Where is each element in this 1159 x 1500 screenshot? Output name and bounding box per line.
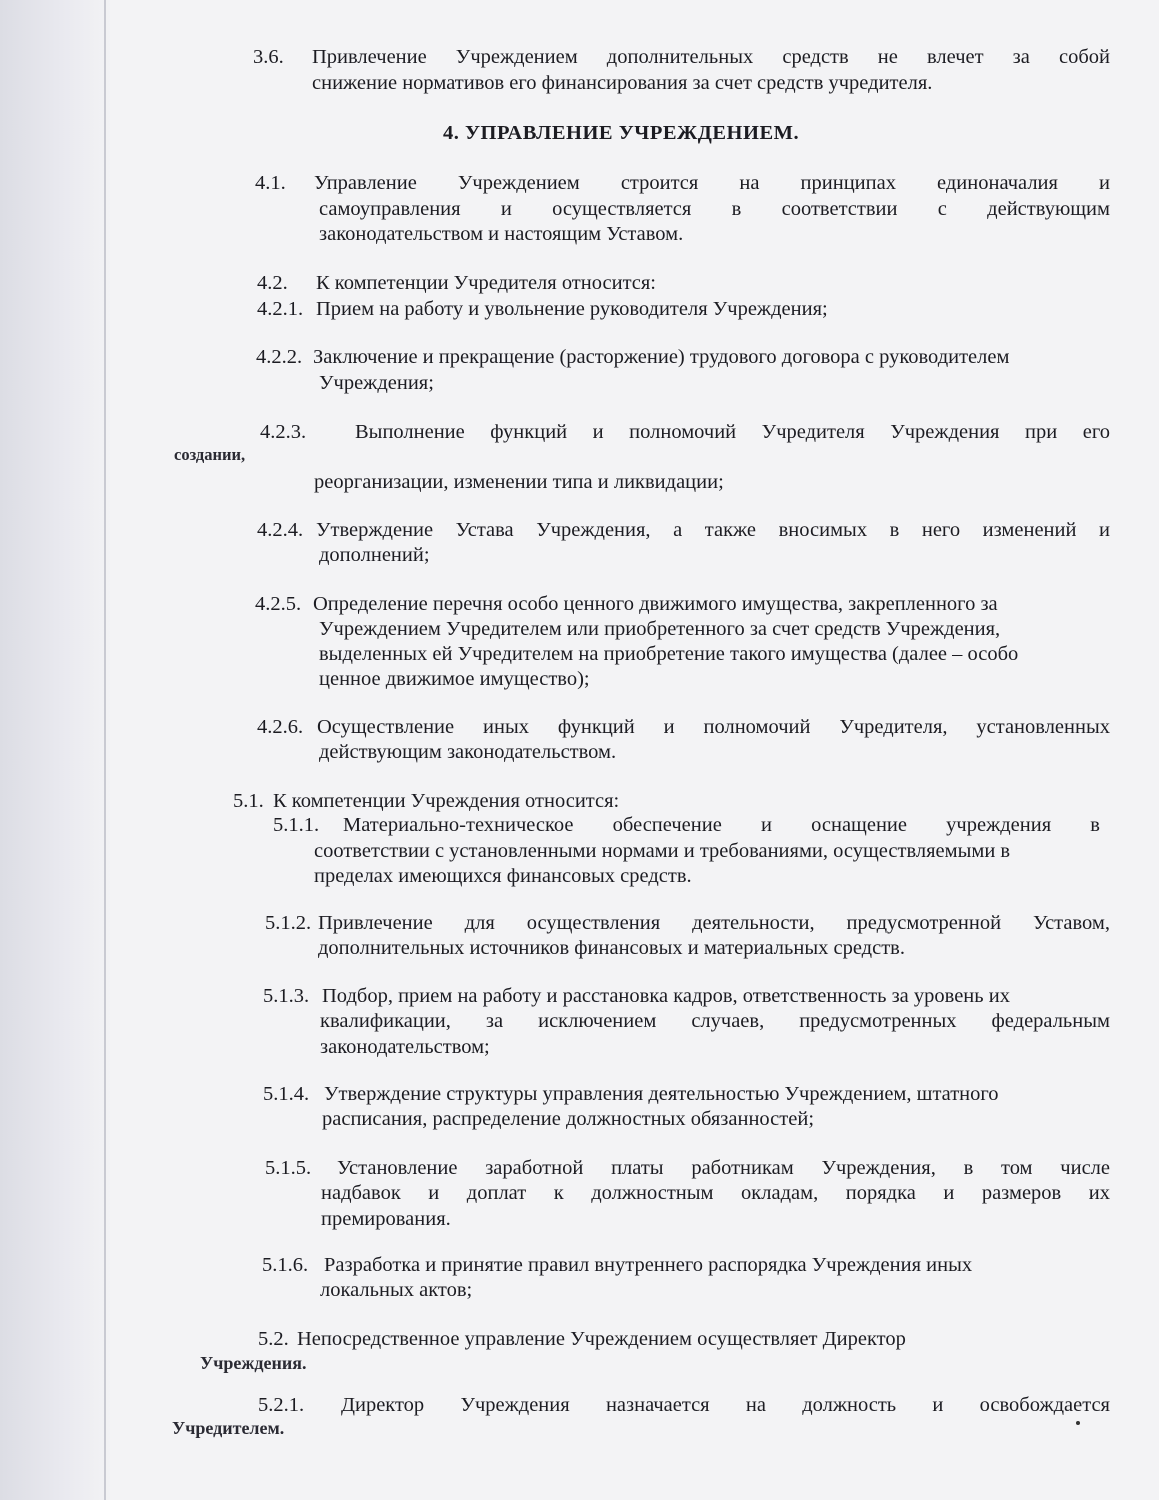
- item-4-2-5-line-2: Учреждением Учредителем или приобретенного за счет средств Учреждения,: [319, 618, 1001, 640]
- item-4-1-line-2: самоуправления и осуществляется в соответствии с действующим: [319, 198, 1110, 220]
- item-number-4-2-6: 4.2.6.: [257, 716, 304, 738]
- item-4-2-3-margin-word: создании,: [174, 445, 246, 464]
- item-5-1-2-line-2: дополнительных источников финансовых и материальных средств.: [318, 937, 905, 959]
- item-5-1-4-line-2: расписания, распределение должностных обязанностей;: [322, 1108, 815, 1130]
- item-5-1-1-line-1: Материально-техническое обеспечение и оснащение учреждения в: [343, 814, 1100, 836]
- item-number-5-1-4: 5.1.4.: [263, 1083, 310, 1105]
- item-4-2-5-line-4: ценное движимое имущество);: [319, 668, 590, 690]
- item-5-1-5-line-3: премирования.: [321, 1208, 451, 1230]
- item-number-5-1: 5.1.: [233, 790, 264, 812]
- item-4-2-3-line-2: реорганизации, изменении типа и ликвидации;: [314, 471, 724, 493]
- item-number-5-1-1: 5.1.1.: [273, 814, 320, 836]
- item-5-2-line-1: Непосредственное управление Учреждением осуществляет Директор: [297, 1328, 906, 1350]
- item-5-1-text: К компетенции Учреждения относится:: [273, 790, 620, 812]
- item-4-1-line-3: законодательством и настоящим Уставом.: [319, 223, 684, 245]
- item-number-4-2-1: 4.2.1.: [257, 298, 304, 320]
- item-number-4-2-5: 4.2.5.: [255, 593, 302, 615]
- item-4-2-2-line-1: Заключение и прекращение (расторжение) трудового договора с руководителем: [313, 346, 1010, 368]
- item-number-4-2-3: 4.2.3.: [260, 421, 307, 443]
- item-number-5-2: 5.2.: [258, 1328, 289, 1350]
- item-number-4-1: 4.1.: [255, 172, 286, 194]
- item-number-5-1-5: 5.1.5.: [265, 1157, 312, 1179]
- item-5-1-4-line-1: Утверждение структуры управления деятельностью Учреждением, штатного: [324, 1083, 999, 1105]
- item-number-4-2: 4.2.: [257, 272, 288, 294]
- item-4-2-2-line-2: Учреждения;: [319, 372, 434, 394]
- item-3-6-line-2: снижение нормативов его финансирования за счет средств учредителя.: [312, 72, 933, 94]
- item-4-2-4-line-1: Утверждение Устава Учреждения, а также вносимых в него изменений и: [316, 519, 1110, 541]
- item-number-3-6: 3.6.: [253, 46, 284, 68]
- item-4-2-text: К компетенции Учредителя относится:: [316, 272, 657, 294]
- item-4-2-6-line-1: Осуществление иных функций и полномочий Учредителя, установленных: [317, 716, 1110, 738]
- item-number-5-2-1: 5.2.1.: [258, 1394, 305, 1416]
- item-5-1-3-line-2: квалификации, за исключением случаев, предусмотренных федеральным: [320, 1010, 1110, 1032]
- ink-dot: [1076, 1421, 1080, 1425]
- item-5-1-3-line-1: Подбор, прием на работу и расстановка кадров, ответственность за уровень их: [322, 985, 1010, 1007]
- item-5-1-6-line-2: локальных актов;: [320, 1279, 473, 1301]
- item-5-1-3-line-3: законодательством;: [320, 1036, 490, 1058]
- item-number-4-2-4: 4.2.4.: [257, 519, 304, 541]
- item-number-5-1-6: 5.1.6.: [262, 1254, 309, 1276]
- item-number-5-1-2: 5.1.2.: [265, 912, 312, 934]
- item-4-2-1-text: Прием на работу и увольнение руководителя Учреждения;: [316, 298, 828, 320]
- item-5-1-1-line-3: пределах имеющихся финансовых средств.: [314, 865, 692, 887]
- item-5-1-6-line-1: Разработка и принятие правил внутреннего распорядка Учреждения иных: [324, 1254, 973, 1276]
- section-4-heading: 4. УПРАВЛЕНИЕ УЧРЕЖДЕНИЕМ.: [443, 122, 800, 144]
- item-5-2-1-margin-word: Учредителем.: [172, 1418, 285, 1438]
- item-3-6-line-1: Привлечение Учреждением дополнительных средств не влечет за собой: [312, 46, 1110, 68]
- item-5-2-1-line-1: Директор Учреждения назначается на должность и освобождается: [341, 1394, 1110, 1416]
- item-4-2-5-line-3: выделенных ей Учредителем на приобретение такого имущества (далее – особо: [319, 643, 1019, 665]
- item-5-1-5-line-2: надбавок и доплат к должностным окладам, порядка и размеров их: [321, 1182, 1110, 1204]
- item-4-2-4-line-2: дополнений;: [319, 544, 430, 566]
- item-4-2-5-line-1: Определение перечня особо ценного движимого имущества, закрепленного за: [313, 593, 998, 615]
- item-5-1-2-line-1: Привлечение для осуществления деятельности, предусмотренной Уставом,: [318, 912, 1110, 934]
- item-number-5-1-3: 5.1.3.: [263, 985, 310, 1007]
- item-number-4-2-2: 4.2.2.: [256, 346, 303, 368]
- item-4-2-6-line-2: действующим законодательством.: [319, 741, 617, 763]
- item-5-2-margin-word: Учреждения.: [200, 1353, 307, 1373]
- item-4-2-3-line-1: Выполнение функций и полномочий Учредителя Учреждения при его: [355, 421, 1110, 443]
- item-5-1-1-line-2: соответствии с установленными нормами и требованиями, осуществляемыми в: [314, 840, 1011, 862]
- item-4-1-line-1: Управление Учреждением строится на принципах единоначалия и: [314, 172, 1110, 194]
- item-5-1-5-line-1: Установление заработной платы работникам Учреждения, в том числе: [337, 1157, 1110, 1179]
